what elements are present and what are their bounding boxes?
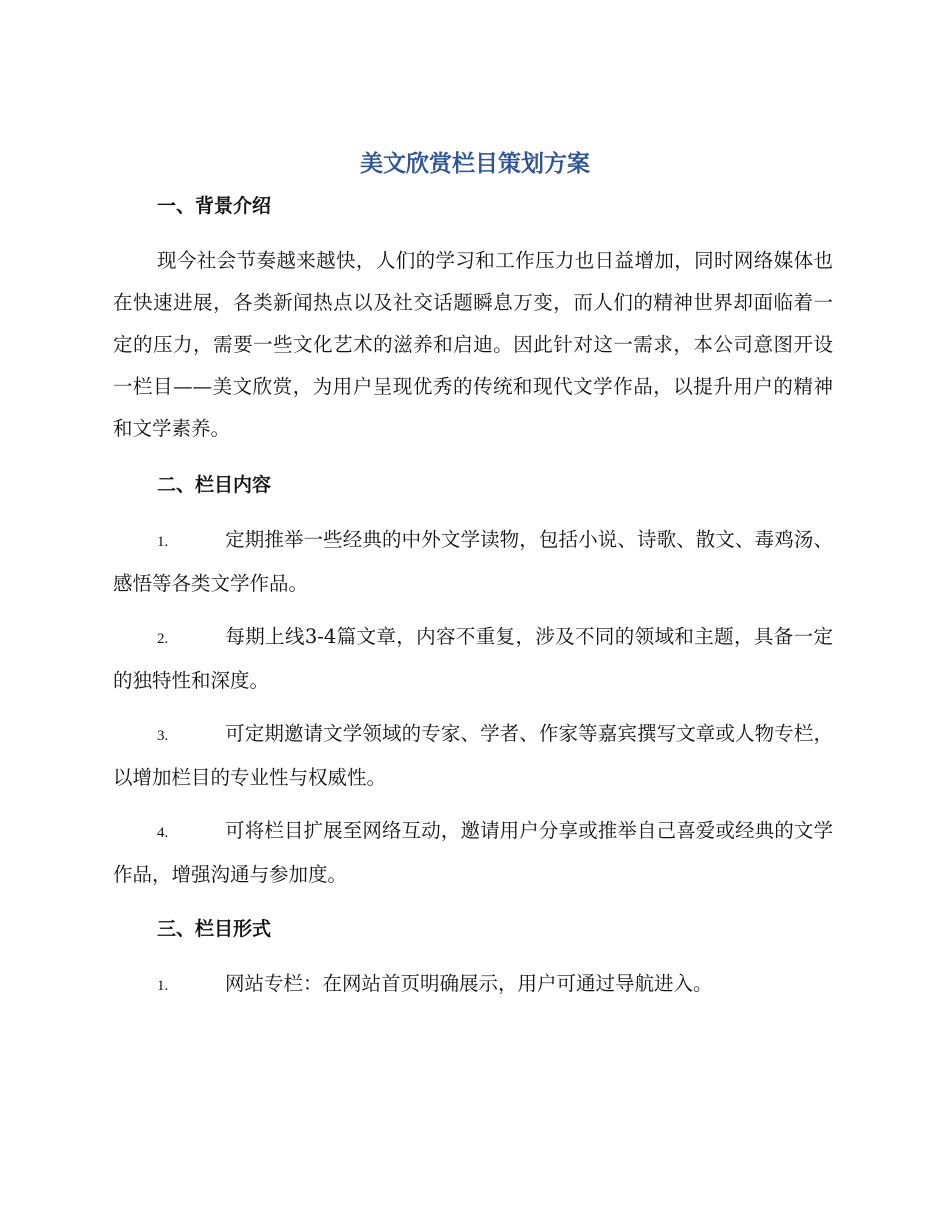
document-title: 美文欣赏栏目策划方案 xyxy=(360,151,590,177)
section-heading-content: 二、栏目内容 xyxy=(157,474,272,496)
section-heading-background: 一、背景介绍 xyxy=(157,195,272,217)
list-item-number: 1. xyxy=(157,534,169,550)
list-item-text: 定期推举一些经典的中外文学读物，包括小说、诗歌、散文、毒鸡汤、感悟等各类文学作品。 xyxy=(113,528,833,595)
content-list-item-4 xyxy=(113,810,833,896)
list-item-text: 可定期邀请文学领域的专家、学者、作家等嘉宾撰写文章或人物专栏，以增加栏目的专业性与权威性。 xyxy=(113,722,833,789)
section-heading-format: 三、栏目形式 xyxy=(157,918,272,940)
list-item-number: 1. xyxy=(157,978,169,994)
content-list-item-3 xyxy=(113,713,833,799)
list-item-number: 4. xyxy=(157,825,169,841)
list-item-text: 每期上线3-4篇文章，内容不重复，涉及不同的领域和主题，具备一定的独特性和深度。 xyxy=(113,625,833,692)
list-item-text: 可将栏目扩展至网络互动，邀请用户分享或推举自己喜爱或经典的文学作品，增强沟通与参加度。 xyxy=(113,819,833,886)
list-item-number: 2. xyxy=(157,631,169,647)
content-list-item-1 xyxy=(113,519,833,605)
content-list-item-2 xyxy=(113,616,833,702)
background-paragraph: 现今社会节奏越来越快，人们的学习和工作压力也日益增加，同时网络媒体也在快速进展，各类新闻热点以及社交话题瞬息万变，而人们的精神世界却面临着一定的压力，需要一些文化艺术的滋养和启迪。因此针对这一需求，本公司意图开设一栏目——美文欣赏，为用户呈现优秀的传统和现代文学作品，以提升用户的精神和文学素养。 xyxy=(113,249,833,440)
format-list-item-1 xyxy=(113,963,833,1007)
list-item-number: 3. xyxy=(157,728,169,744)
list-item-text: 网站专栏：在网站首页明确展示，用户可通过导航进入。 xyxy=(225,972,713,995)
